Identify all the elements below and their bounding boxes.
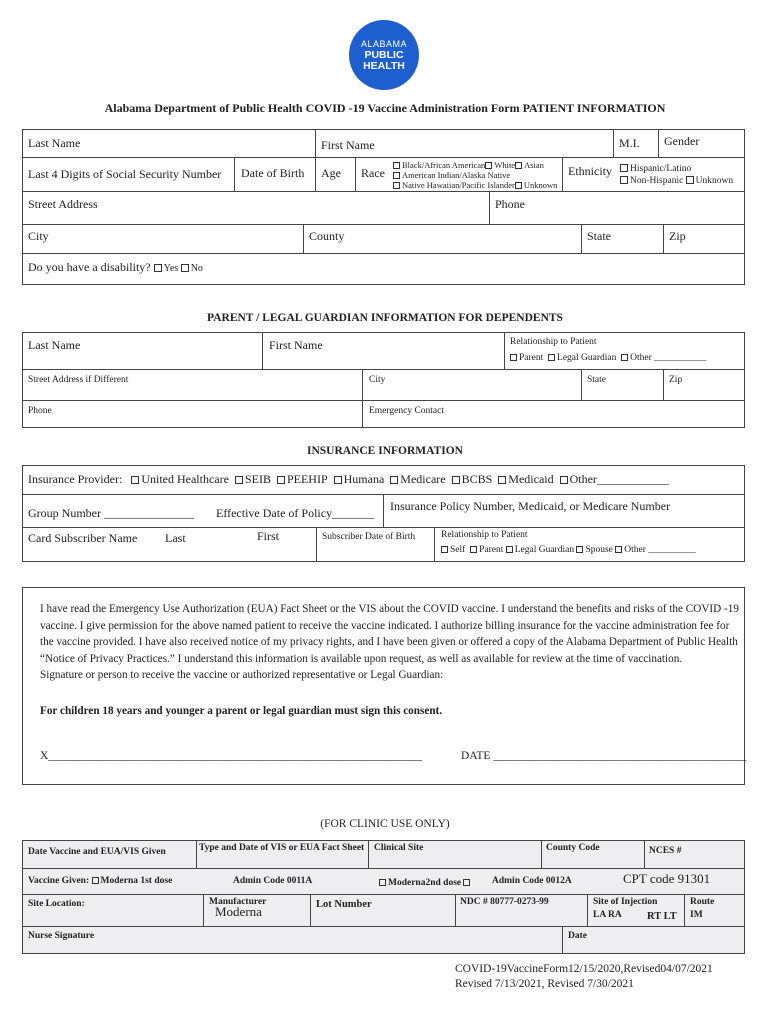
guardian-last-name-field[interactable]: Last Name	[28, 338, 81, 352]
disability-yes-checkbox[interactable]	[154, 264, 162, 272]
adph-logo: ALABAMA PUBLIC HEALTH	[349, 20, 419, 90]
patient-city-field[interactable]: City	[28, 229, 49, 243]
race-options: Black/African American White Asian American Indian/Alaska Native Native Hawaiian/Pacific Islander Unknown	[393, 160, 557, 190]
provider-checkbox[interactable]	[560, 476, 568, 484]
effective-date-field[interactable]: Effective Date of Policy_______	[216, 506, 375, 520]
moderna-2nd-row: Moderna2nd dose	[379, 878, 472, 888]
guardian-section-title: PARENT / LEGAL GUARDIAN INFORMATION FOR DEPENDENTS	[207, 312, 563, 324]
subscriber-rel-checkbox[interactable]	[441, 546, 448, 553]
relationship-checkbox[interactable]	[548, 354, 555, 361]
patient-state-field[interactable]: State	[587, 229, 611, 243]
county-code-field[interactable]: County Code	[546, 843, 600, 853]
ethnicity-checkbox[interactable]	[620, 164, 628, 172]
nces-field[interactable]: NCES #	[649, 846, 682, 856]
patient-dob-field[interactable]: Date of Birth	[241, 166, 305, 180]
route-im[interactable]: IM	[690, 910, 703, 920]
site-la-ra[interactable]: LA RA	[593, 910, 622, 920]
subscriber-rel-checkbox[interactable]	[615, 546, 622, 553]
patient-race-label: Race	[361, 166, 385, 180]
subscriber-rel-checkbox[interactable]	[506, 546, 513, 553]
vaccine-given-row: Vaccine Given: Moderna 1st dose	[28, 876, 173, 886]
group-number-field[interactable]: Group Number _______________	[28, 506, 194, 520]
guardian-emergency-field[interactable]: Emergency Contact	[369, 406, 445, 416]
manufacturer-label: Manufacturer	[209, 897, 267, 907]
signature-line[interactable]: X_________________________________________________________________	[40, 750, 423, 762]
provider-checkbox[interactable]	[235, 476, 243, 484]
form-title: Alabama Department of Public Health COVID -19 Vaccine Administration Form PATIENT INFORMATION	[104, 101, 666, 115]
provider-checkbox[interactable]	[131, 476, 139, 484]
subscriber-first-field[interactable]: First	[257, 529, 280, 543]
relationship-checkbox[interactable]	[621, 354, 628, 361]
site-of-injection-label: Site of Injection	[593, 897, 658, 907]
consent-date-line[interactable]: DATE ____________________________________________	[461, 750, 747, 762]
guardian-phone-field[interactable]: Phone	[28, 406, 52, 416]
patient-county-field[interactable]: County	[309, 229, 345, 243]
race-checkbox[interactable]	[393, 172, 400, 179]
provider-checkbox[interactable]	[334, 476, 342, 484]
guardian-city-field[interactable]: City	[369, 375, 386, 385]
admin-code-2: Admin Code 0012A	[492, 876, 572, 886]
patient-age-field[interactable]: Age	[321, 166, 341, 180]
date-vaccine-given-field[interactable]: Date Vaccine and EUA/VIS Given	[28, 847, 166, 857]
patient-street-field[interactable]: Street Address	[28, 197, 98, 211]
race-checkbox[interactable]	[393, 182, 400, 189]
provider-checkbox[interactable]	[498, 476, 506, 484]
clinical-site-field[interactable]: Clinical Site	[374, 843, 424, 853]
manufacturer-value: Moderna	[215, 904, 262, 919]
patient-mi-field[interactable]: M.I.	[619, 136, 640, 150]
guardian-zip-field[interactable]: Zip	[669, 375, 683, 385]
vis-type-date-field[interactable]: Type and Date of VIS or EUA Fact Sheet	[199, 843, 365, 853]
clinic-use-title: (FOR CLINIC USE ONLY)	[320, 818, 450, 830]
ethnicity-checkbox[interactable]	[686, 176, 694, 184]
moderna-1st-checkbox[interactable]	[92, 877, 99, 884]
race-checkbox[interactable]	[515, 162, 522, 169]
signature-instruction: Signature or person to receive the vaccine or authorized representative or Legal Guardian:	[40, 669, 444, 682]
race-checkbox[interactable]	[485, 162, 492, 169]
site-rt-lt[interactable]: RT LT	[647, 911, 677, 922]
guardian-first-name-field[interactable]: First Name	[269, 338, 323, 352]
patient-gender-field[interactable]: Gender	[664, 134, 700, 148]
provider-checkbox[interactable]	[452, 476, 460, 484]
guardian-relationship-options: Parent Legal Guardian Other ___________	[510, 353, 706, 363]
subscriber-relationship-label: Relationship to Patient	[441, 530, 528, 540]
cpt-code: CPT code 91301	[623, 871, 711, 886]
disability-no-checkbox[interactable]	[181, 264, 189, 272]
patient-phone-field[interactable]: Phone	[495, 197, 525, 211]
patient-first-name-field[interactable]: First Name	[321, 138, 375, 152]
ethnicity-label: Ethnicity	[568, 164, 612, 178]
patient-zip-field[interactable]: Zip	[669, 229, 686, 243]
form-revision-footer: COVID-19VaccineForm12/15/2020,Revised04/07/2021 Revised 7/13/2021, Revised 7/30/2021	[455, 963, 713, 990]
relationship-checkbox[interactable]	[510, 354, 517, 361]
ndc-number: NDC # 80777-0273-99	[460, 897, 549, 907]
guardian-relationship-label: Relationship to Patient	[510, 337, 597, 347]
provider-checkbox[interactable]	[390, 476, 398, 484]
moderna-2nd-extra-checkbox[interactable]	[463, 879, 470, 886]
admin-code-1: Admin Code 0011A	[233, 876, 313, 886]
race-checkbox[interactable]	[393, 162, 400, 169]
guardian-state-field[interactable]: State	[587, 375, 606, 385]
children-consent-note: For children 18 years and younger a parent or legal guardian must sign this consent.	[40, 705, 443, 717]
policy-number-field[interactable]: Insurance Policy Number, Medicaid, or Medicare Number	[390, 499, 671, 513]
consent-paragraph: I have read the Emergency Use Authorization (EUA) Fact Sheet or the VIS about the COVID vaccine. I understand the benefits and risks of the COVID -19 vaccine. I give permission for the above named patient to receive the vaccine indicated. I authorize billing insurance for the vaccine administration fee for the vaccine provided. I have also received notice of my privacy rights, and I have been given or offered a copy of the Alabama Department of Public Health “Notice of Privacy Practices.” I understand this information is available upon request, as well as available for review at the time of vaccination. Signature or person to receive the vaccine or authorized representative or Legal Guardian:	[40, 603, 739, 682]
race-checkbox[interactable]	[515, 182, 522, 189]
ethnicity-checkbox[interactable]	[620, 176, 628, 184]
provider-checkbox[interactable]	[277, 476, 285, 484]
subscriber-dob-field[interactable]: Subscriber Date of Birth	[322, 532, 416, 542]
nurse-signature-field[interactable]: Nurse Signature	[28, 931, 95, 941]
subscriber-rel-checkbox[interactable]	[470, 546, 477, 553]
subscriber-relationship-options: Self Parent Legal Guardian Spouse Other __________	[441, 545, 696, 555]
site-location-field[interactable]: Site Location:	[28, 899, 85, 909]
patient-ssn-field[interactable]: Last 4 Digits of Social Security Number	[28, 167, 222, 181]
clinic-date-field[interactable]: Date	[568, 931, 587, 941]
lot-number-field[interactable]: Lot Number	[316, 899, 372, 910]
disability-question: Do you have a disability? Yes No	[28, 260, 203, 274]
subscriber-rel-checkbox[interactable]	[576, 546, 583, 553]
route-label: Route	[690, 897, 715, 907]
guardian-street-field[interactable]: Street Address if Different	[28, 375, 129, 385]
subscriber-name-label: Card Subscriber Name	[28, 531, 138, 545]
patient-last-name-field[interactable]: Last Name	[28, 136, 81, 150]
insurance-provider-row: Insurance Provider: United Healthcare SEIB PEEHIP Humana Medicare BCBS Medicaid Other____________	[28, 472, 669, 486]
insurance-section-title: INSURANCE INFORMATION	[306, 445, 463, 457]
moderna-2nd-checkbox[interactable]	[379, 879, 386, 886]
ethnicity-options: Hispanic/Latino Non-Hispanic Unknown	[620, 163, 733, 187]
subscriber-last-field[interactable]: Last	[165, 531, 186, 545]
